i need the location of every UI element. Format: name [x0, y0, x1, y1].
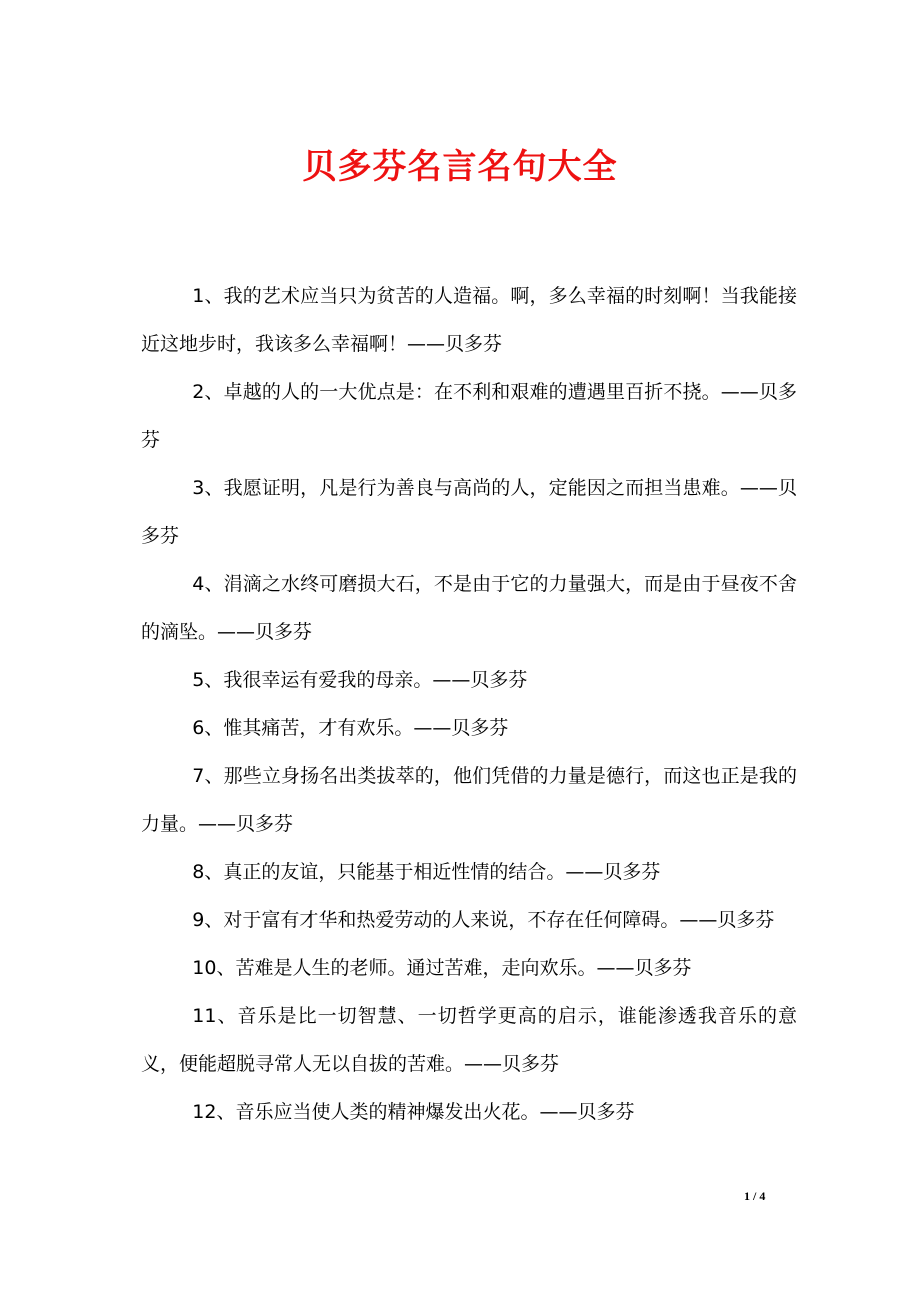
quote-paragraph: 3、我愿证明，凡是行为善良与高尚的人，定能因之而担当患难。——贝多芬 — [141, 477, 797, 547]
quote-paragraph: 8、真正的友谊，只能基于相近性情的结合。——贝多芬 — [192, 861, 661, 883]
quote-paragraph: 5、我很幸运有爱我的母亲。——贝多芬 — [192, 669, 528, 691]
document-title: 贝多芬名言名句大全 — [302, 147, 618, 187]
document-body — [141, 272, 797, 1136]
quote-paragraph: 12、音乐应当使人类的精神爆发出火花。——贝多芬 — [192, 1101, 635, 1123]
quote-paragraph: 2、卓越的人的一大优点是：在不利和艰难的遭遇里百折不挠。——贝多芬 — [141, 381, 797, 451]
quote-paragraph: 7、那些立身扬名出类拔萃的，他们凭借的力量是德行，而这也正是我的力量。——贝多芬 — [141, 765, 797, 835]
quote-paragraph: 1、我的艺术应当只为贫苦的人造福。啊，多么幸福的时刻啊！当我能接近这地步时，我该多么幸福啊！——贝多芬 — [141, 285, 797, 355]
quote-paragraph: 9、对于富有才华和热爱劳动的人来说，不存在任何障碍。——贝多芬 — [192, 909, 775, 931]
quote-paragraph: 6、惟其痛苦，才有欢乐。——贝多芬 — [192, 717, 509, 739]
page-number: 1 / 4 — [744, 1189, 766, 1203]
quote-paragraph: 4、涓滴之水终可磨损大石，不是由于它的力量强大，而是由于昼夜不舍的滴坠。——贝多芬 — [141, 573, 797, 643]
quote-paragraph: 11、音乐是比一切智慧、一切哲学更高的启示，谁能渗透我音乐的意义，便能超脱寻常人无以自拔的苦难。——贝多芬 — [141, 1005, 797, 1075]
quote-paragraph: 10、苦难是人生的老师。通过苦难，走向欢乐。——贝多芬 — [192, 957, 692, 979]
